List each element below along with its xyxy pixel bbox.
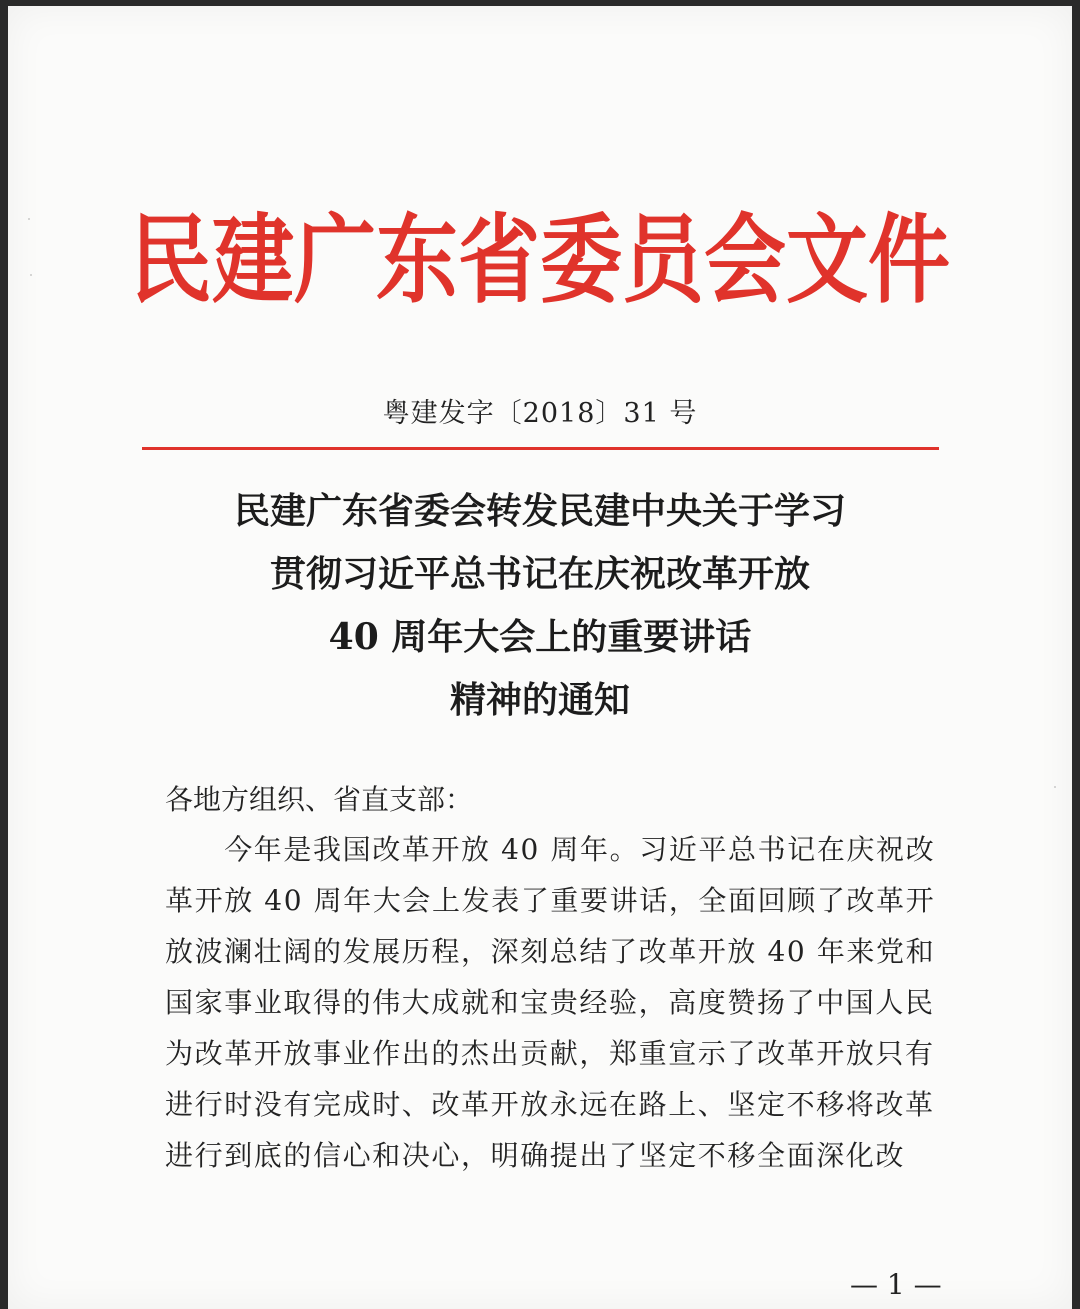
body-paragraph [165,824,936,1181]
salutation: 各地方组织、省直支部： [165,783,474,816]
document-page [8,6,1072,1309]
body-line: 国家事业取得的伟大成就和宝贵经验，高度赞扬了中国人民 [165,986,935,1019]
body-line: 今年是我国改革开放 40 周年。习近平总书记在庆祝改 [165,833,936,866]
notice-title-line: 贯彻习近平总书记在庆祝改革开放 [269,553,810,595]
red-divider-line [142,447,939,450]
body-line: 革开放 40 周年大会上发表了重要讲话，全面回顾了改革开 [165,884,936,917]
scan-artifact [1054,786,1056,788]
body-line: 进行到底的信心和决心，明确提出了坚定不移全面深化改 [165,1139,906,1172]
notice-title-line: 精神的通知 [449,679,630,721]
body-line: 进行时没有完成时、改革开放永远在路上、坚定不移将改革 [165,1088,935,1121]
body-line: 为改革开放事业作出的杰出贡献，郑重宣示了改革开放只有 [165,1037,935,1070]
page-number: — 1 — [850,1268,942,1301]
notice-title [8,480,1072,732]
notice-title-line: 民建广东省委会转发民建中央关于学习 [233,490,846,532]
document-header-title: 民建广东省委员会文件 [129,204,950,317]
notice-title-line: 40 周年大会上的重要讲话 [328,616,752,658]
document-number: 粤建发字〔2018〕31 号 [382,398,698,429]
body-line: 放波澜壮阔的发展历程，深刻总结了改革开放 40 年来党和 [165,935,936,968]
